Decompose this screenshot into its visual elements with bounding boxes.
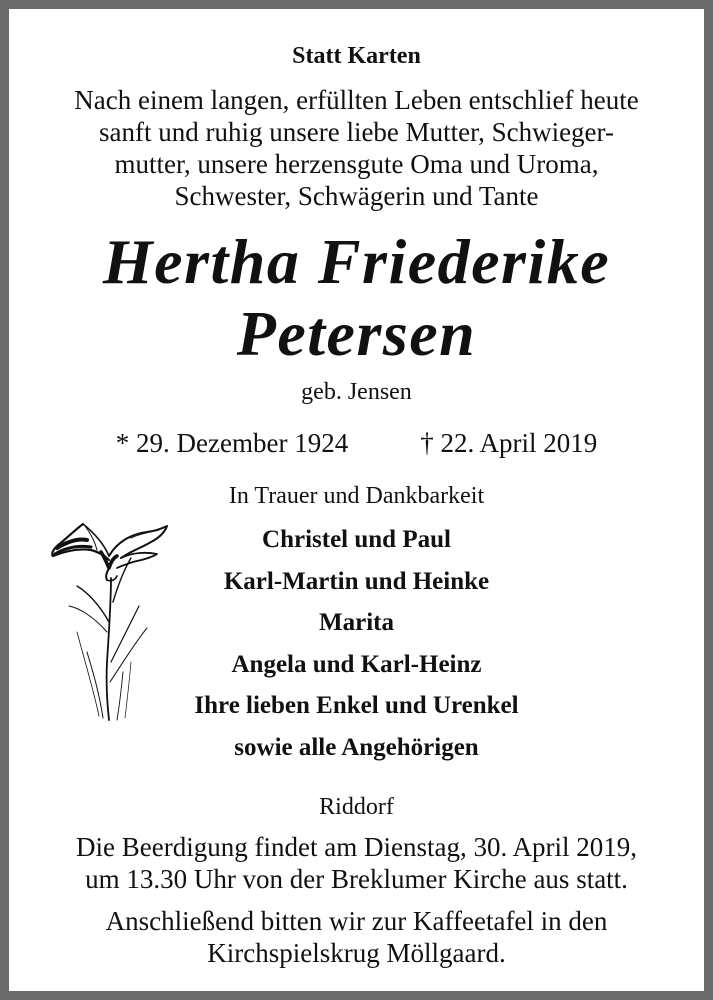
- funeral-info-line: Die Beerdigung findet am Dienstag, 30. April 2019,: [76, 832, 637, 862]
- notice-heading: Statt Karten: [292, 43, 421, 69]
- mourner-line: Marita: [319, 609, 394, 636]
- intro-line: Nach einem langen, erfüllten Leben entschlief heute: [74, 85, 639, 115]
- deceased-name-line: Petersen: [236, 298, 477, 369]
- residence-place: Riddorf: [319, 794, 394, 820]
- mourner-line: Angela und Karl-Heinz: [231, 651, 482, 678]
- mourner-line: sowie alle Angehörigen: [234, 734, 479, 761]
- reception-info-line: Kirchspielskrug Möllgaard.: [207, 938, 506, 968]
- intro-line: sanft und ruhig unsere liebe Mutter, Schwieger-: [99, 117, 614, 147]
- mourning-phrase: In Trauer und Dankbarkeit: [228, 483, 485, 509]
- birth-date: * 29. Dezember 1924: [115, 428, 349, 458]
- deceased-name-line: Hertha Friederike: [102, 226, 611, 297]
- intro-line: Schwester, Schwägerin und Tante: [174, 181, 539, 211]
- mourner-line: Ihre lieben Enkel und Urenkel: [194, 692, 519, 719]
- life-dates: [9, 428, 704, 459]
- mourner-line: Christel und Paul: [262, 526, 451, 553]
- lily-flower-icon: [47, 512, 177, 722]
- reception-info-line: Anschließend bitten wir zur Kaffeetafel in den: [105, 906, 608, 936]
- mourner-line: Karl-Martin und Heinke: [223, 568, 490, 595]
- death-date: † 22. April 2019: [420, 428, 598, 458]
- intro-line: mutter, unsere herzensgute Oma und Uroma,: [114, 149, 599, 179]
- maiden-name: geb. Jensen: [301, 379, 412, 405]
- funeral-info-line: um 13.30 Uhr von der Breklumer Kirche aus statt.: [85, 864, 628, 894]
